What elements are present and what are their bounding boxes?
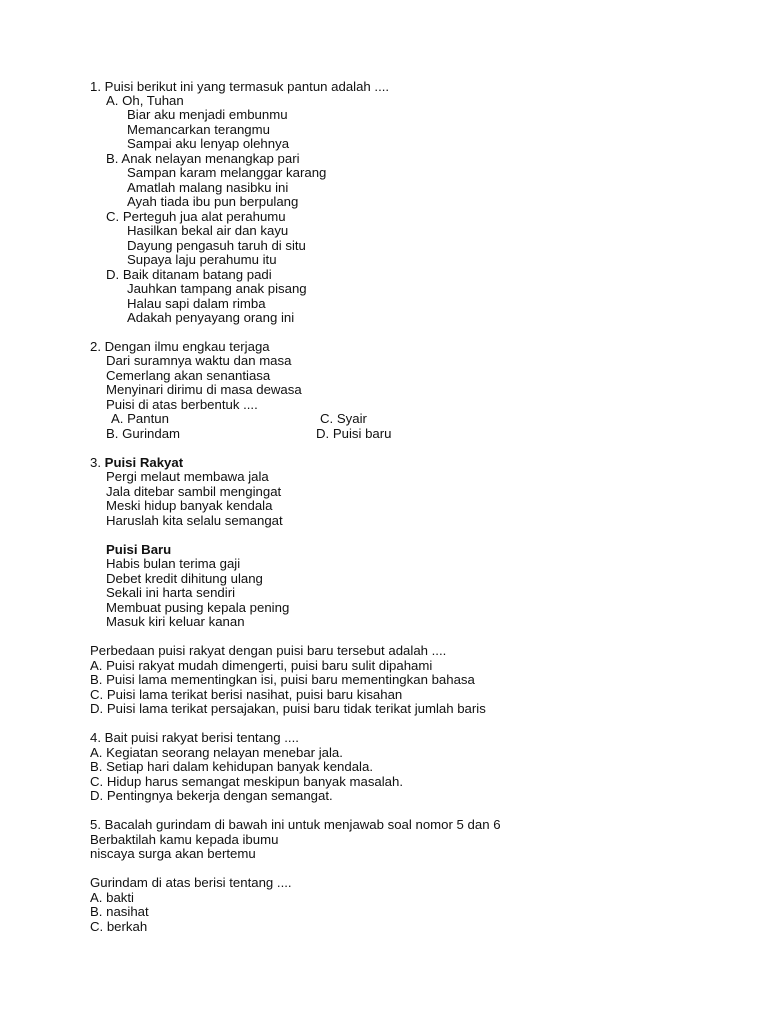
q2-poem-line: Menyinari dirimu di masa dewasa [106, 382, 302, 397]
q4-option: C. Hidup harus semangat meskipun banyak masalah. [90, 774, 404, 789]
q2-question: Puisi di atas berbentuk .... [106, 397, 258, 412]
q5-question: Gurindam di atas berisi tentang .... [90, 875, 292, 890]
q3-option: A. Puisi rakyat mudah dimengerti, puisi baru sulit dipahami [90, 658, 433, 673]
q4-option: B. Setiap hari dalam kehidupan banyak kendala. [90, 759, 373, 774]
q3-rakyat-line: Meski hidup banyak kendala [106, 498, 273, 513]
q5-intro: 5. Bacalah gurindam di bawah ini untuk menjawab soal nomor 5 dan 6 [90, 817, 501, 832]
q1-option-a-line: Biar aku menjadi embunmu [127, 107, 288, 122]
q5-option: A. bakti [90, 890, 134, 905]
q3-option: C. Puisi lama terikat berisi nasihat, puisi baru kisahan [90, 687, 403, 702]
q3-rakyat-line: Haruslah kita selalu semangat [106, 513, 283, 528]
q3-number: 3. [90, 455, 101, 470]
q2-option-c: C. Syair [320, 411, 367, 426]
q3-rakyat-title: Puisi Rakyat [104, 455, 184, 470]
q3-baru-line: Debet kredit dihitung ulang [106, 571, 263, 586]
q1-question: 1. Puisi berikut ini yang termasuk pantun adalah .... [90, 79, 390, 94]
q4-option: D. Pentingnya bekerja dengan semangat. [90, 788, 333, 803]
q1-option-a-line: Memancarkan terangmu [127, 122, 270, 137]
q1-option-d-line: Adakah penyayang orang ini [127, 310, 295, 325]
q4-option: A. Kegiatan seorang nelayan menebar jala. [90, 745, 343, 760]
q1-option-b-line: Sampan karam melanggar karang [127, 165, 327, 180]
q1-option-b-line: Ayah tiada ibu pun berpulang [127, 194, 299, 209]
q1-option-b-label: B. Anak nelayan menangkap pari [106, 151, 300, 166]
q1-option-d-line: Jauhkan tampang anak pisang [127, 281, 307, 296]
q1-option-c-label: C. Perteguh jua alat perahumu [106, 209, 286, 224]
q1-option-c-line: Hasilkan bekal air dan kayu [127, 223, 289, 238]
q2-poem-line: Dari suramnya waktu dan masa [106, 353, 292, 368]
q3-baru-line: Habis bulan terima gaji [106, 556, 241, 571]
q1-option-a-line: Sampai aku lenyap olehnya [127, 136, 290, 151]
q3-rakyat-line: Pergi melaut membawa jala [106, 469, 269, 484]
q3-option: D. Puisi lama terikat persajakan, puisi baru tidak terikat jumlah baris [90, 701, 486, 716]
q3-baru-line: Sekali ini harta sendiri [106, 585, 236, 600]
q2-option-d: D. Puisi baru [316, 426, 392, 441]
q2-option-b: B. Gurindam [106, 426, 181, 441]
q2-poem-line: Cemerlang akan senantiasa [106, 368, 271, 383]
q3-question: Perbedaan puisi rakyat dengan puisi baru tersebut adalah .... [90, 643, 447, 658]
q5-option: B. nasihat [90, 904, 149, 919]
q3-option: B. Puisi lama mementingkan isi, puisi baru mementingkan bahasa [90, 672, 475, 687]
q3-baru-line: Membuat pusing kepala pening [106, 600, 290, 615]
q1-option-b-line: Amatlah malang nasibku ini [127, 180, 289, 195]
q2-first-line: 2. Dengan ilmu engkau terjaga [90, 339, 270, 354]
q1-option-c-line: Supaya laju perahumu itu [127, 252, 277, 267]
q3-baru-line: Masuk kiri keluar kanan [106, 614, 245, 629]
q2-option-a: A. Pantun [111, 411, 169, 426]
q5-gurindam-line: Berbaktilah kamu kepada ibumu [90, 832, 279, 847]
q1-option-d-label: D. Baik ditanam batang padi [106, 267, 272, 282]
q4-question: 4. Bait puisi rakyat berisi tentang .... [90, 730, 299, 745]
q1-option-d-line: Halau sapi dalam rimba [127, 296, 266, 311]
q1-option-a-label: A. Oh, Tuhan [106, 93, 184, 108]
q1-option-c-line: Dayung pengasuh taruh di situ [127, 238, 306, 253]
q5-option: C. berkah [90, 919, 148, 934]
q3-rakyat-line: Jala ditebar sambil mengingat [106, 484, 282, 499]
q3-baru-title: Puisi Baru [106, 542, 172, 557]
q5-gurindam-line: niscaya surga akan bertemu [90, 846, 256, 861]
